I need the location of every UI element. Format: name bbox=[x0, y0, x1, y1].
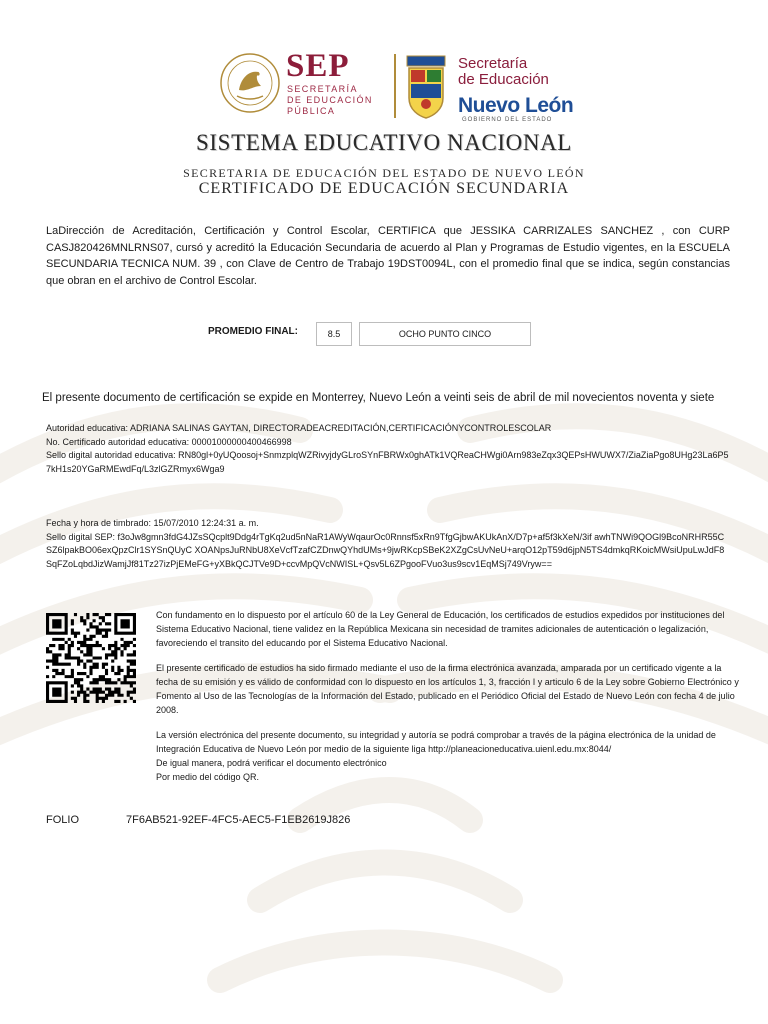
header-divider bbox=[394, 54, 396, 118]
promedio-words: OCHO PUNTO CINCO bbox=[359, 322, 531, 346]
promedio-label: PROMEDIO FINAL: bbox=[208, 326, 298, 337]
authority-certificate: No. Certificado autoridad educativa: 00001000000400466998 bbox=[46, 436, 292, 447]
legal-paragraph-3: La versión electrónica del presente documento, su integridad y autoría se podrá comprobar a través de la página electrónica de la unidad de Integración Educativa de Nuevo León por medio de la siguiente liga http://planeacioneducativa.uienl.edu.mx:8044/ De igual manera, podrá verificar el documento electrónico Por medio del código QR. bbox=[156, 730, 716, 782]
nuevo-leon-shield-icon bbox=[405, 54, 447, 120]
authority-name: Autoridad educativa: ADRIANA SALINAS GAYTAN, DIRECTORADEACREDITACIÓN,CERTIFICACIÓNYCONTROLESCOLAR bbox=[46, 423, 552, 433]
document-title: SISTEMA EDUCATIVO NACIONAL bbox=[196, 130, 572, 155]
authority-digital-seal: Sello digital autoridad educativa: RN80gl+0yUQoosoj+SnmzplqWZRivyjdyGLroSYnFBRWx0ghATk1VQReaCHWgi0Arn983eZqx3QEPsHWUWX7/ZiaZiaPgo8UHg23La6P57kH1s20YGaRMEwdFq/L3zlGZRmyx6Wga9 bbox=[46, 450, 729, 474]
qr-code bbox=[46, 613, 136, 703]
legal-text bbox=[156, 608, 740, 784]
folio-label: FOLIO bbox=[46, 814, 80, 826]
folio-value: 7F6AB521-92EF-4FC5-AEC5-F1EB2619J826 bbox=[126, 814, 351, 826]
promedio-value: 8.5 bbox=[316, 322, 352, 346]
certificate-title: CERTIFICADO DE EDUCACIÓN SECUNDARIA bbox=[198, 180, 570, 197]
nl-secretaria: Secretaría de Educación bbox=[458, 55, 549, 88]
document-subtitle: SECRETARIA DE EDUCACIÓN DEL ESTADO DE NUEVO LEÓN bbox=[183, 166, 585, 180]
issue-statement: El presente documento de certificación se expide en Monterrey, Nuevo León a veinti seis de abril de mil novecientos noventa y siete bbox=[42, 392, 715, 404]
sep-logo: SEP bbox=[286, 48, 350, 84]
certification-paragraph: LaDirección de Acreditación, Certificación y Control Escolar, CERTIFICA que JESSIKA CARRIZALES SANCHEZ , con CURP CASJ820426MNLRNS07, cursó y acreditó la Educación Secundaria de acuerdo al Plan y Programas de Estudio vigentes, en la ESCUELA SECUNDARIA TECNICA NUM. 39 , con Clave de Centro de Trabajo 19DST0094L, con el promedio final que se indica, según constancias que obran en el archivo de Control Escolar. bbox=[46, 225, 730, 287]
sep-digital-seal: Sello digital SEP: f3oJw8gmn3fdG4JZsSQcplt9Ddg4rTgKq2ud5nNaR1AWyWqaurOc0Rnnsf5xRn9TfgGjbwAKUkAnX/D7p+af5f3kXeN/3if awhTNWi9QOGl9BcoNRHR55CSZ6lpakBO06exQpzClr1SYSnQUyC XOANpsJuRNbU8XeVcfTzafCZDnwQYhdUMs+9jwRKcpSBeK2XZgCsUvNeU+arqO12pT59d6jpN5TS4dmkqRKoicMWsiUpuLwJdF8SqFZoLqbdJizWamjJf81Tz27izPjEMeFG+yXBkQCJTVe9D+ccvMpQVcNWISL+Qsv5L6ZPgooFVuo3us9scv1EqMSj749Vryw== bbox=[46, 531, 725, 569]
sep-subtitle: SECRETARÍA DE EDUCACIÓN PÚBLICA bbox=[287, 84, 373, 116]
mexico-seal-icon bbox=[219, 52, 281, 114]
legal-paragraph-2: El presente certificado de estudios ha sido firmado mediante el uso de la firma electrónica avanzada, amparada por un certificado vigente a la fecha de su emisión y es válido de conformidad con lo dispuesto en los artículos 1, 3, fracción I y articulo 6 de la Ley sobre Gobierno Electrónico y Fomento al Uso de las Tecnologías de la Información del Estado, publicado en el Periódico Oficial del Estado de Nuevo León con fecha 4 de julio 2008. bbox=[156, 663, 739, 715]
timbrado-info bbox=[46, 517, 730, 571]
nl-gobierno: GOBIERNO DEL ESTADO bbox=[462, 117, 553, 123]
authority-info bbox=[46, 422, 730, 476]
timbrado-date: Fecha y hora de timbrado: 15/07/2010 12:24:31 a. m. bbox=[46, 518, 259, 528]
nl-logo: Nuevo León bbox=[458, 94, 574, 117]
legal-paragraph-1: Con fundamento en lo dispuesto por el artículo 60 de la Ley General de Educación, los certificados de estudios expedidos por instituciones del Sistema Educativo Nacional, tiene validez en la República Mexicana sin necesidad de tramites adicionales de autenticación o legalización, favoreciendo el transito del educando por el Sistema Educativo Nacional. bbox=[156, 610, 725, 648]
header bbox=[0, 44, 768, 128]
